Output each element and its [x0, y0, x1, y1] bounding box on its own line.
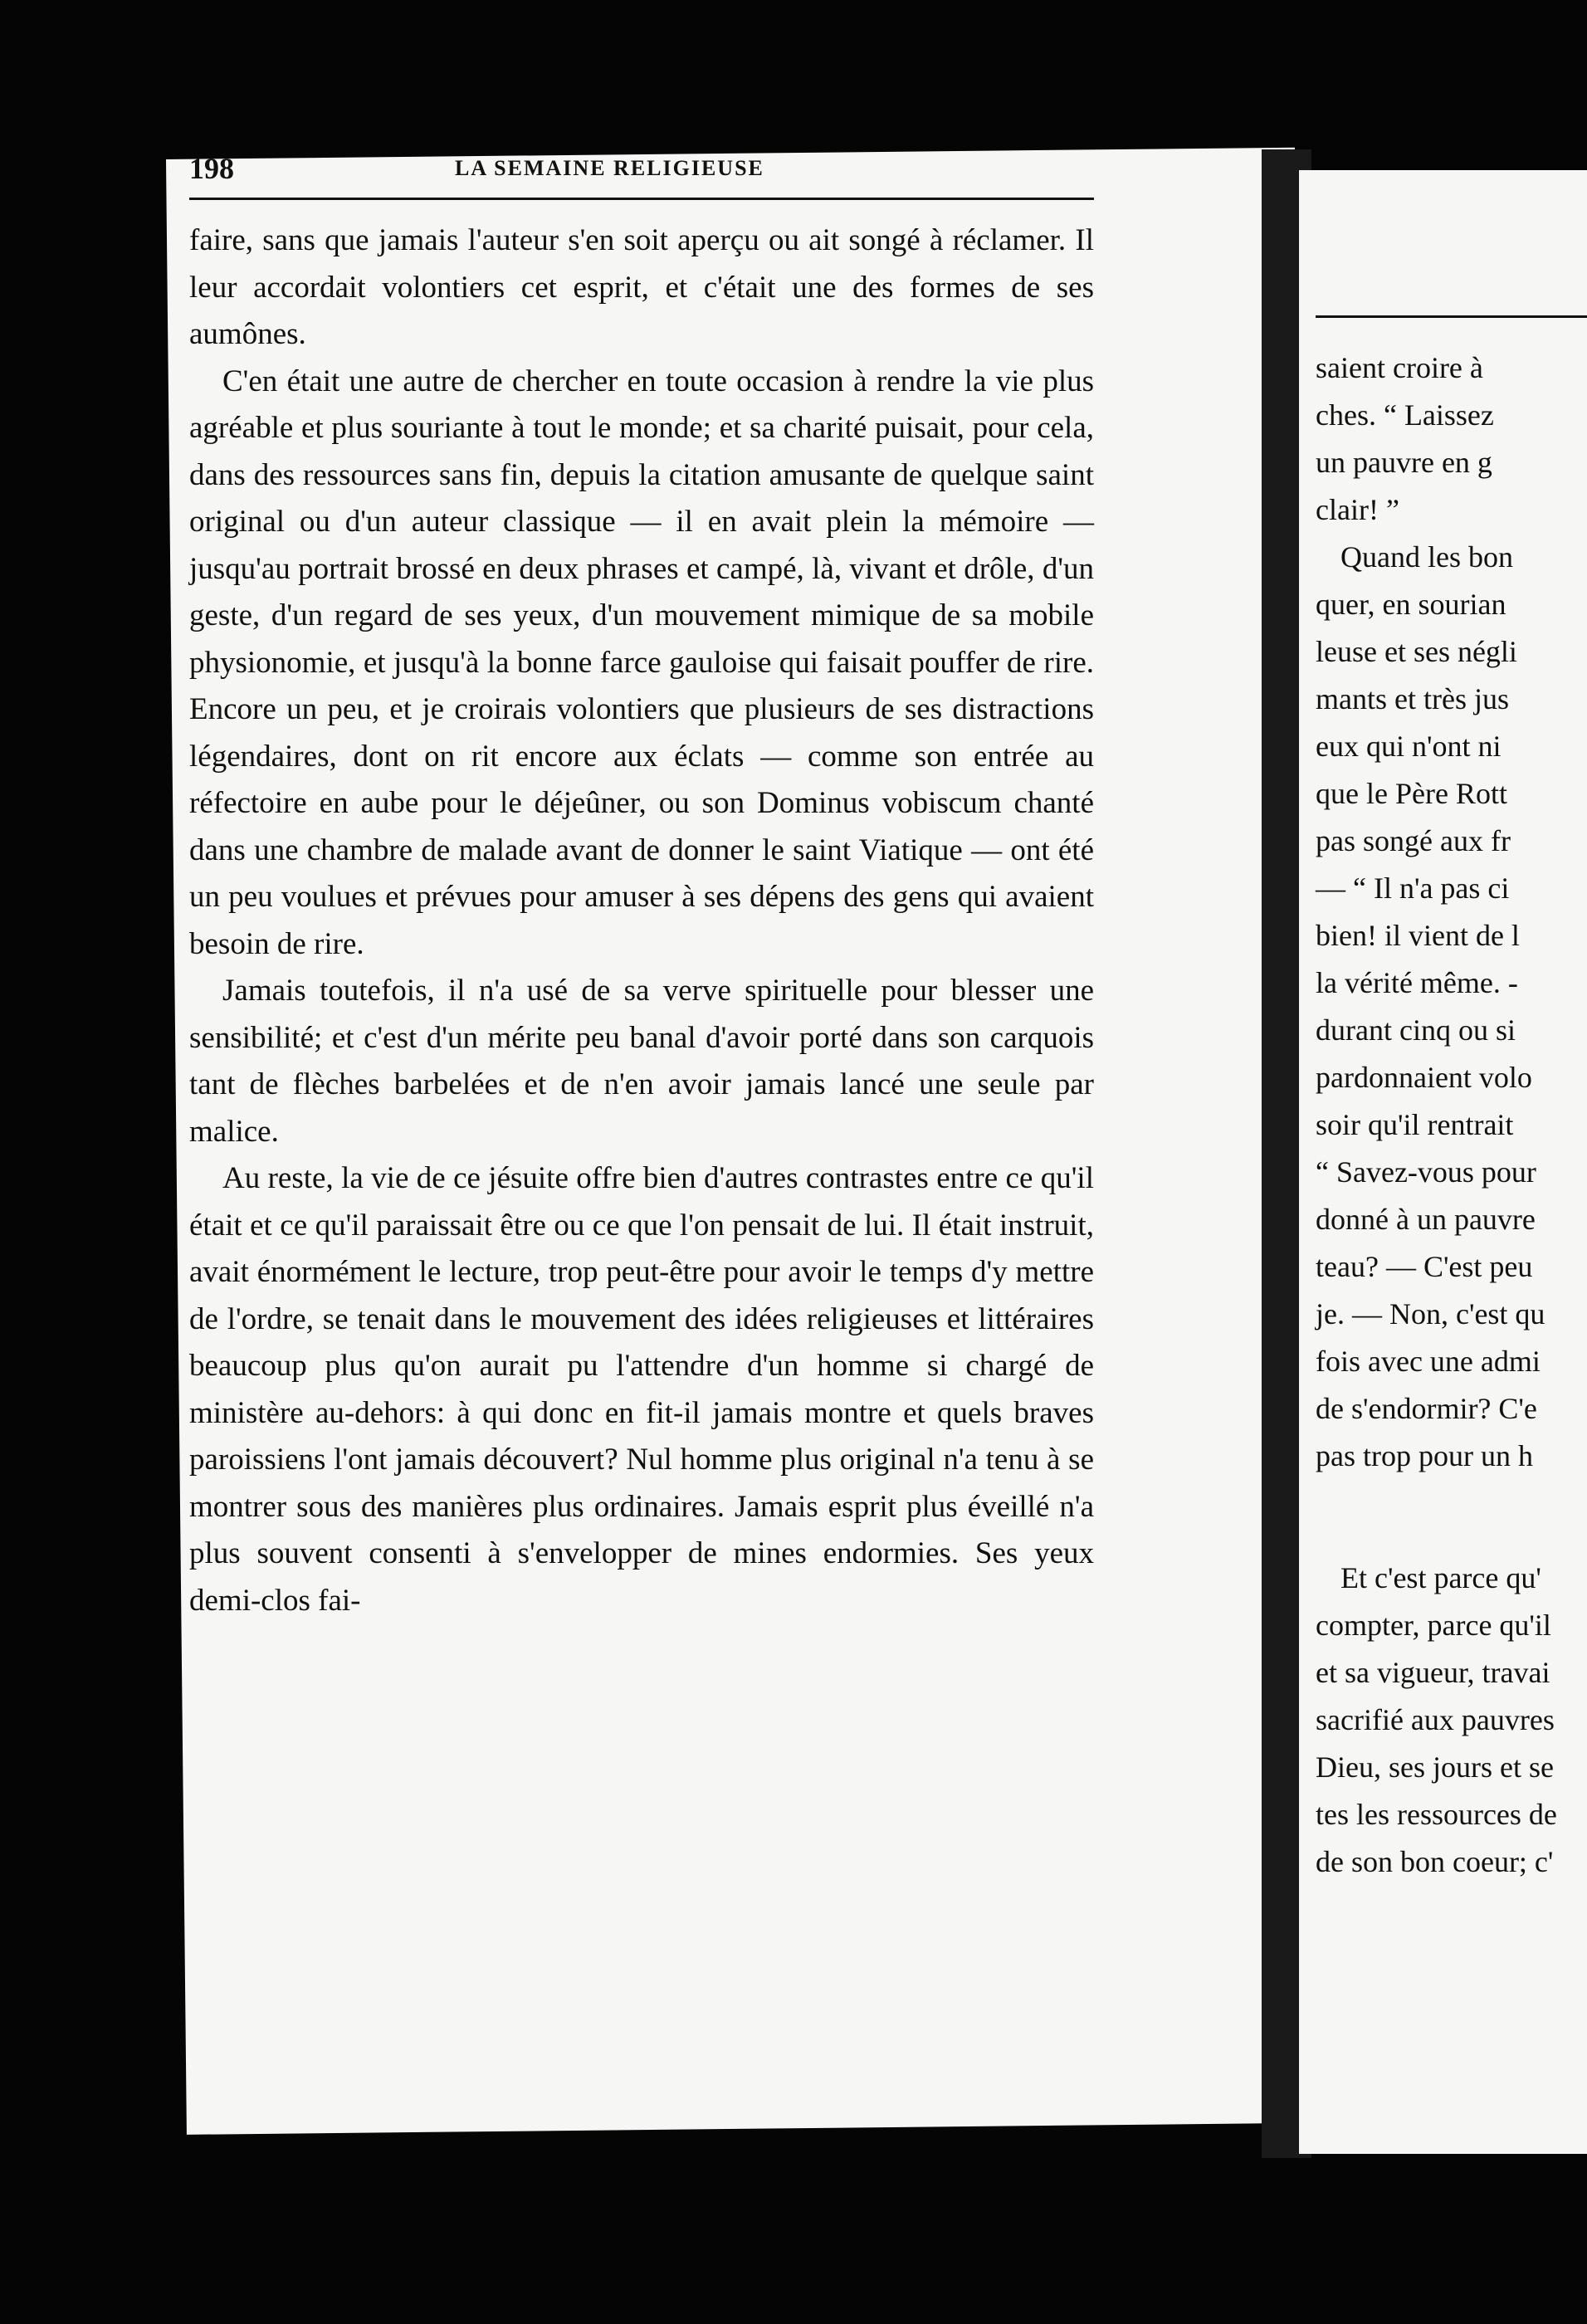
- right-line: mants et très jus: [1316, 682, 1509, 715]
- right-line: leuse et ses négli: [1316, 635, 1517, 668]
- page-number: 198: [189, 152, 234, 185]
- running-head: [189, 151, 1094, 201]
- right-line: quer, en sourian: [1316, 588, 1506, 621]
- right-line: et sa vigueur, travai: [1316, 1656, 1550, 1689]
- paragraph: Au reste, la vie de ce jésuite offre bien d'autres contrastes entre ce qu'il était et ce qu'il paraissait être ou ce que l'on pensait de lui. Il était instruit, avait énormément le lecture, trop peut-être pour avoir le temps d'y mettre de l'ordre, se tenait dans le mouvement des idées religieuses et littéraires beaucoup plus qu'on aurait pu l'attendre d'un homme si chargé de ministère au-dehors: à qui donc en fit-il jamais montre et quels braves paroissiens l'ont jamais découvert? Nul homme plus original n'a tenu à se montrer sous des manières plus ordinaires. Jamais esprit plus éveillé n'a plus souvent consenti à s'envelopper de mines endormies. Ses yeux demi-clos fai-: [189, 1161, 1094, 1618]
- right-line: durant cinq ou si: [1316, 1013, 1516, 1047]
- right-line: Dieu, ses jours et se: [1316, 1750, 1554, 1784]
- right-line: pas songé aux fr: [1316, 824, 1511, 857]
- right-line: soir qu'il rentrait: [1316, 1108, 1514, 1141]
- right-line: sacrifié aux pauvres: [1316, 1703, 1555, 1736]
- right-line: saient croire à: [1316, 351, 1483, 384]
- right-line: eux qui n'ont ni: [1316, 730, 1502, 763]
- section-gap: [1316, 1480, 1587, 1555]
- right-line: — “ Il n'a pas ci: [1316, 872, 1510, 905]
- body-text: [189, 217, 1094, 1624]
- right-line: donné à un pauvre: [1316, 1203, 1536, 1236]
- right-line: que le Père Rott: [1316, 777, 1507, 810]
- right-line: teau? — C'est peu: [1316, 1250, 1533, 1283]
- paragraph: Jamais toutefois, il n'a usé de sa verve spirituelle pour blesser une sensibilité; et c'est d'un mérite peu banal d'avoir porté dans son carquois tant de flèches barbelées et de n'en avoir jamais lancé une seule par malice.: [189, 974, 1094, 1149]
- right-line: je. — Non, c'est qu: [1316, 1297, 1545, 1330]
- right-line: pas trop pour un h: [1316, 1439, 1533, 1472]
- header-rule: [189, 198, 1094, 200]
- right-line: ches. “ Laissez: [1316, 398, 1494, 432]
- right-line: compter, parce qu'il: [1316, 1609, 1551, 1642]
- paragraph: C'en était une autre de chercher en toute occasion à rendre la vie plus agréable et plus souriante à tout le monde; et sa charité puisait, pour cela, dans des ressources sans fin, depuis la citation amusante de quelque saint original ou d'un auteur classique — il en avait plein la mémoire — jusqu'au portrait brossé en deux phrases et campé, là, vivant et drôle, d'un geste, d'un regard de ses yeux, d'un mouvement mimique de sa mobile physionomie, et jusqu'à la bonne farce gauloise qui faisait pouffer de rire. Encore un peu, et je croirais volontiers que plusieurs de ses distractions légendaires, dont on rit encore aux éclats — comme son entrée au réfectoire en aube pour le déjeûner, ou son Dominus vobiscum chanté dans une chambre de malade avant de donner le saint Viatique — ont été un peu voulues et prévues pour amuser à ses dépens des gens qui avaient besoin de rire.: [189, 364, 1094, 961]
- right-book-page: [1299, 170, 1587, 2154]
- right-line: clair! ”: [1316, 493, 1399, 526]
- right-header-rule: [1316, 315, 1587, 318]
- right-line: Et c'est parce qu': [1340, 1561, 1541, 1594]
- right-line: tes les ressources de: [1316, 1798, 1557, 1831]
- right-line: bien! il vient de l: [1316, 919, 1520, 952]
- right-line: de son bon coeur; c': [1316, 1845, 1554, 1878]
- right-line: de s'endormir? C'e: [1316, 1392, 1537, 1425]
- right-line: fois avec une admi: [1316, 1345, 1541, 1378]
- running-title: LA SEMAINE RELIGIEUSE: [455, 156, 764, 180]
- right-page-text: [1316, 344, 1587, 1886]
- right-line: “ Savez-vous pour: [1316, 1155, 1536, 1189]
- right-line: un pauvre en g: [1316, 446, 1492, 479]
- right-line: Quand les bon: [1340, 540, 1513, 574]
- right-line: pardonnaient volo: [1316, 1061, 1532, 1094]
- paragraph: faire, sans que jamais l'auteur s'en soit aperçu ou ait songé à réclamer. Il leur accordait volontiers cet esprit, et c'était une des formes de ses aumônes.: [189, 223, 1094, 351]
- right-line: la vérité même. -: [1316, 966, 1518, 999]
